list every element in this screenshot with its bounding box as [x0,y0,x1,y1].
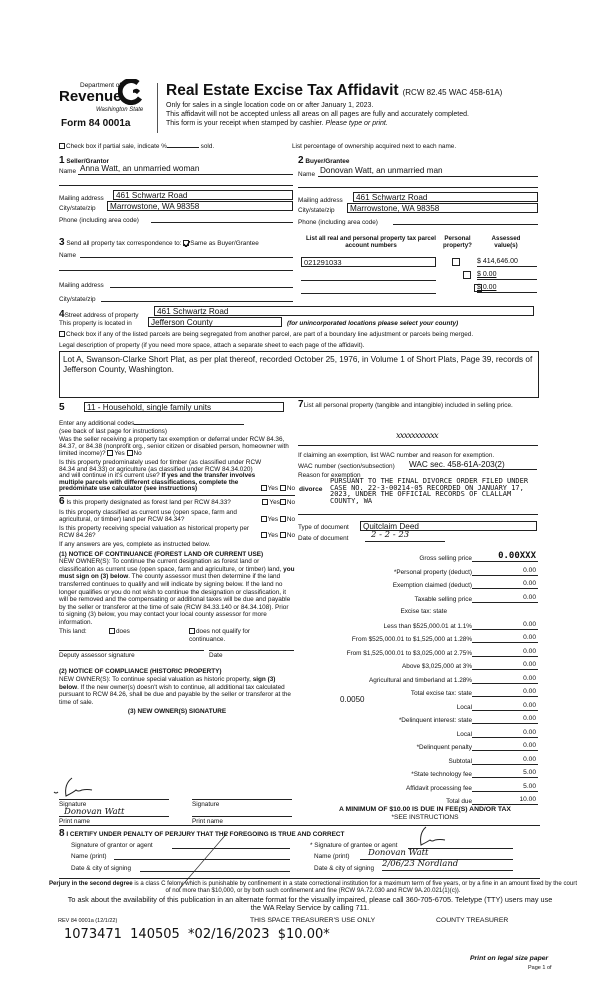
yes-label: Yes [114,450,125,458]
revenue-logo-icon [118,79,144,105]
use-code-select[interactable]: 11 - Household, single family units [84,402,284,412]
seller-mailing-field[interactable]: 461 Schwartz Road [113,190,293,200]
tax-row-label: *State technology fee [411,771,472,778]
yes-label: Yes [269,498,280,506]
dept-line: Department of [80,82,122,89]
tax-row-value[interactable]: 5.00 [523,769,536,776]
correspondence-city-field[interactable] [101,301,293,302]
tax-row-label: From $1,525,000.01 to $3,025,000 at 2.75% [346,649,472,657]
tax-row-underline [472,804,538,805]
buyer-name-underline [318,176,538,177]
yes-label: Yes [267,485,279,493]
no-checkbox-checked[interactable] [280,499,286,505]
reason-underline [298,514,538,515]
no-checkbox-checked[interactable] [280,516,286,522]
checkmark-icon [184,241,190,247]
parcel-number-field[interactable] [301,280,436,281]
perjury-notice [48,881,578,894]
notice-continuance-text: NEW OWNER(S): To continue the current designation as forest land or classification as current use (open space, farm and agriculture, or timber) land, [59,558,282,573]
reason-prefix: divorce [299,486,323,493]
notice-continuance-bold: you must sign on (3) below [59,565,295,581]
does-not-checkbox[interactable] [189,628,195,634]
street-address-field[interactable]: 461 Schwartz Road [154,306,534,316]
tax-row-label: Taxable selling price [414,595,472,603]
exemption-note: If claiming an exemption, list WAC number and reason for exemption. [298,452,495,459]
does-checkbox[interactable] [109,628,115,634]
seller-name-line-2[interactable] [59,185,293,186]
buyer-heading: Buyer/Grantee [305,158,350,165]
tax-row-value[interactable]: 0.00 [523,688,536,695]
tax-row-label: *Delinquent interest: state [398,717,472,724]
does-label: does [116,628,130,636]
located-in-label: This property is located in [59,320,132,327]
section-number: 1 [59,155,65,166]
this-land-label: This land: [59,628,87,636]
section-8-divider [59,825,540,826]
tax-row-underline [472,791,538,792]
new-owner-print-name-value[interactable]: Donovan Watt [64,806,125,817]
personal-property-underline [298,445,538,446]
document-date-label: Date of document [298,535,349,542]
section-number: 6 [59,495,65,507]
additional-codes-label: Enter any additional codes [59,420,135,427]
buyer-mailing-field[interactable]: 461 Schwartz Road [353,192,538,202]
see-instructions-note: *SEE INSTRUCTIONS [391,814,459,821]
tax-row-value[interactable]: 0.00 [523,755,536,763]
local-tax-rate: 0.0050 [340,695,365,704]
alternate-format-note: To ask about the availability of this publication in an alternate format for the visually impaired, please call 360-705-6705. Teletype (TTY) users may use the WA Relay Service by calling 711. [67,895,553,912]
header-line-3-italic: Please type or print. [325,120,388,127]
tax-row-value[interactable]: 0.00 [523,580,536,587]
partial-sale-row [59,143,214,150]
form-number: Form 84 0001a [61,118,131,129]
section-number: 4 [59,309,65,320]
tax-row-label: Above $3,025,000 at 3% [402,663,472,670]
grantor-date-city-label: Date & city of signing [71,865,132,872]
seller-name-field[interactable]: Anna Watt, an unmarried woman [80,164,200,173]
partial-sale-percent-field[interactable] [167,147,199,148]
tax-row-label: Excise tax: state [400,608,447,615]
tax-row-label: Local [456,730,472,738]
section-number: 8 [59,828,65,839]
tax-row-value[interactable]: 0.00 [523,593,536,601]
no-label: No [286,515,295,523]
does-not-label: does not qualify for continuance. [189,628,250,644]
form-title-ref: (RCW 82.45 WAC 458-61A) [402,88,503,97]
print-legal-note: Print on legal size paper [470,955,549,962]
additional-codes-field[interactable] [134,424,244,425]
tax-row-label: Affidavit processing fee [406,784,472,792]
assessed-value-col-header: Assessed value(s) [491,235,521,250]
tax-row-underline [472,656,538,657]
tax-row-label: Less than $525,000.01 at 1.1% [383,622,472,630]
street-address-label: Street address of property [64,312,139,319]
tax-row-value[interactable]: 0.00 [523,728,536,736]
reason-for-exemption-field[interactable]: PURSUANT TO THE FINAL DIVORCE ORDER FILED UNDER CASE NO. 22-3-00214-05 RECORDED ON JANUARY 17, 2023, UNDER THE OFFICIAL RECORDS OF CLALLAM COUNTY, WA [330,477,529,505]
no-label: No [133,450,142,458]
buyer-mailing-label: Mailing address [298,197,343,204]
segregated-label: Check box if any of the listed parcels are being segregated from another parcel, are part of a boundary line adjustment or parcels being merged. [66,331,474,338]
no-checkbox-checked[interactable] [127,450,133,456]
buyer-city-field[interactable]: Marrowstone, WA 98358 [347,203,538,213]
seller-name-underline [78,174,293,175]
document-type-select[interactable]: Quitclaim Deed [360,521,537,531]
wac-number-field[interactable]: WAC sec. 458-61A-203(2) [409,460,537,470]
tax-row-label: Gross selling price [419,555,472,562]
personal-property-col-header: Personal property? [443,235,472,250]
section-number: 5 [59,402,65,413]
tax-row-underline [472,642,538,643]
legal-description-label: Legal description of property (if you need more space, attach a separate sheet to each page of the affidavit). [59,342,365,349]
state-name: Washington State [96,107,144,113]
reason-label: Reason for exemption [298,472,361,479]
tax-row-underline [472,777,538,778]
tax-row-underline [472,696,538,697]
current-use-question: Is this property classified as current use (open space, farm and agricultural, or timber) land per RCW 84.34? [59,508,237,523]
header-line-1: Only for sales in a single location code on or after January 1, 2023. [166,102,374,109]
correspondence-city-label: City/state/zip [59,296,96,303]
timber-question: Is this property predominately used for timber (as classified under RCW 84.34 and 84.33) or agriculture (as classified under RCW 84.34.020) and will continue in it's current use? [59,458,262,480]
new-owner-signature-field[interactable]: Signature [59,799,169,808]
parcel-number-field[interactable]: 021291033 [301,257,436,267]
assessed-value-field[interactable]: $ 0.00 [477,284,537,293]
correspondence-label: Send all property tax correspondence to: [66,240,182,247]
tax-row-label: *Delinquent penalty [416,744,472,751]
new-owner-signature-field-2[interactable]: Signature [192,799,292,808]
deputy-assessor-signature-field[interactable]: Deputy assessor signature [59,650,204,660]
tax-row-underline [472,737,538,738]
historic-question: Is this property receiving special valuation as historical property per RCW 84.26? [59,524,250,539]
partial-sale-suffix: sold. [200,143,215,150]
yes-checkbox[interactable] [261,485,267,491]
timber-question-bold: If yes and the transfer involves multiple parcels with different classifications, complete the predominate use calculator (see instructions) [59,472,256,493]
buyer-name-field[interactable]: Donovan Watt, an unmarried man [320,166,443,175]
correspondence-mailing-field[interactable] [110,287,293,288]
header-line-3-text: This form is your receipt when stamped by cashier. [166,120,324,127]
footer-divider [59,878,540,879]
tax-row-value[interactable]: 10.00 [519,796,536,803]
county-note: (for unincorporated locations please select your county) [287,320,459,327]
buyer-phone-label: Phone (including area code) [298,219,378,226]
notice-compliance-bold: sign (3) below [59,676,276,691]
seller-heading: Seller/Grantor [66,158,109,165]
notice-compliance-title: (2) NOTICE OF COMPLIANCE (HISTORIC PROPERTY) [59,668,222,676]
partial-sale-checkbox[interactable] [59,143,65,149]
correspondence-name-field[interactable] [80,257,293,258]
header-line-2: This affidavit will not be accepted unless all areas on all pages are fully and accurately completed. [166,111,469,118]
tax-row-underline [472,683,538,684]
tax-row-underline [472,764,538,765]
no-label: No [286,498,295,506]
tax-row-underline [472,629,538,630]
form-title: Real Estate Excise Tax Affidavit [166,82,399,99]
tax-row-value[interactable]: 0.00 [523,620,536,628]
tax-row-value[interactable]: 0.00 [523,742,536,749]
see-back-note: (see back of last page for instructions) [59,427,167,435]
seller-phone-label: Phone (including area code) [59,217,139,224]
yes-label: Yes [267,515,279,523]
new-owner-print-name-field[interactable]: Print name [59,816,169,825]
tax-row-value[interactable]: 0.00 [523,674,536,682]
yes-checkbox[interactable] [262,499,268,505]
no-checkbox-checked[interactable] [280,532,286,538]
tax-row-value[interactable]: 0.00 [523,661,536,668]
seller-city-label: City/state/zip [59,205,96,212]
tax-row-value[interactable]: 0.00XXX [498,551,536,561]
tax-row-label: Subtotal [448,757,472,765]
grantee-name-field[interactable]: Donovan Watt [360,849,513,860]
section-number: 3 [59,237,65,248]
tax-row-value[interactable]: 0.00 [523,701,536,709]
tax-row-label: From $525,000.01 to $1,525,000 at 1.28% [351,636,472,643]
document-type-label: Type of document [298,524,349,531]
assessed-value-field[interactable]: $ 0.00 [477,271,537,280]
tax-row-label: Exemption claimed (deduct) [392,582,472,589]
parcel-col-header: List all real and personal property tax parcel account numbers [306,235,436,250]
certify-statement: I CERTIFY UNDER PENALTY OF PERJURY THAT THE FOREGOING IS TRUE AND CORRECT [66,831,345,838]
same-as-buyer-checkbox[interactable] [183,240,189,246]
seller-phone-field[interactable] [151,222,293,223]
tax-row-label: Total due [446,798,472,805]
seller-name-label: Name [59,168,77,175]
tax-row-underline [472,723,538,724]
yes-label: Yes [267,531,279,539]
personal-property-checkbox[interactable] [463,271,471,279]
notice-continuance-title: (1) NOTICE OF CONTINUANCE (FOREST LAND OR CURRENT USE) [59,550,264,558]
grantee-date-city-label: Date & city of signing [314,865,375,872]
segregated-checkbox[interactable] [59,331,65,337]
buyer-name-line-2[interactable] [298,187,538,188]
treasurer-use-label: THIS SPACE TREASURER'S USE ONLY [250,917,376,924]
grantee-signature-scribble [408,826,448,848]
correspondence-mailing-label: Mailing address [59,282,104,289]
notice-continuance-text-2: . The county assessor must then determine if the land transferred continues to qualify and will indicate by signing below. If the land no longer qualifies or you do not wish to continue the designation or classification, it will be removed and the compensating or additional taxes will be due and payable by the seller or transferor at the time of sale (RCW 84.33.140 or 84.34.108). Prior to signing (3) below, you may contact your local county assessor for more information. [59,573,291,626]
yes-checkbox[interactable] [107,450,113,456]
notice-compliance-text-2: . If the new owner(s) doesn't wish to continue, all additional tax calculated pursuant to RCW 84.26, shall be due and payable by the seller or transferor at the time of sale. [59,683,291,706]
perjury-bold: Perjury in the second degree [48,880,133,887]
header-divider [157,83,158,133]
tax-row-underline [472,750,538,751]
buyer-city-label: City/state/zip [298,207,335,214]
section-number: 7 [298,399,304,410]
grantee-signature-label: * Signature of grantee or agent [310,842,398,849]
perjury-text: is a class C felony which is punishable by confinement in a state correctional institution for a maximum term of five years, or by a fine in an amount fixed by the court of not more than $10,000, or by both such confinement and fine (RCW 9A.72.030 and RCW 9A.20.021(1)(c)). [134,880,578,894]
assessed-value-field[interactable]: $ 414,646.00 [477,258,537,267]
agency-name: Revenue [59,88,122,105]
yes-checkbox[interactable] [261,532,267,538]
section-number: 2 [298,155,304,166]
tax-row-value[interactable]: 0.00 [523,715,536,722]
tax-row-underline [472,575,538,576]
correspondence-name-line-2[interactable] [59,270,293,271]
no-label: No [286,531,295,539]
grantee-date-city-field[interactable]: 2/06/23 Nordland [382,860,513,871]
wac-label: WAC number (section/subsection) [298,463,395,470]
tax-row-label: Local [456,703,472,711]
county-select[interactable]: Jefferson County [148,317,282,327]
legal-description-field[interactable]: Lot A, Swanson-Clarke Short Plat, as per plat thereof, recorded October 25, 1976, in Volume 1 of Short Plats, Page 39, records of Jefferson County, Washington. [59,351,539,398]
tax-row-value[interactable]: 0.00 [523,566,536,574]
exemption-question: Was the seller receiving a property tax exemption or deferral under RCW 84.36, 84.37, or 84.38 (nonprofit org., senior citizen or disabled person, homeowner with limited income)? [59,436,289,458]
personal-property-field[interactable]: xxxxxxxxxxx [396,431,438,441]
personal-property-checkbox[interactable] [452,258,460,266]
buyer-phone-field[interactable] [393,224,538,225]
new-owner-print-name-field-2[interactable]: Print name [192,816,292,825]
new-owner-signature-scribble [50,776,95,801]
seller-city-field[interactable]: Marrowstone, WA 98358 [107,201,293,211]
tax-row-underline [472,602,538,603]
seller-mailing-label: Mailing address [59,195,104,202]
correspondence-name-label: Name [59,252,77,259]
partial-sale-label: Check box if partial sale, indicate % [66,143,167,150]
notice-compliance-text: NEW OWNER(S): To continue special valuation as historic property, [59,676,251,684]
tax-row-underline [472,710,538,711]
tax-row-underline [472,669,538,670]
minimum-due-note: A MINIMUM OF $10.00 IS DUE IN FEE(S) AND/OR TAX [339,806,511,813]
tax-row-label: *Personal property (deduct) [393,568,472,576]
new-owner-signature-title: (3) NEW OWNER(S) SIGNATURE [127,708,227,716]
ownership-note: List percentage of ownership acquired next to each name. [292,143,457,150]
tax-row-value[interactable]: 0.00 [523,634,536,641]
if-yes-note: If any answers are yes, complete as instructed below. [59,540,211,548]
tax-row-underline [472,588,538,589]
no-checkbox-checked[interactable] [280,485,286,491]
no-label: No [286,485,295,493]
county-treasurer-label: COUNTY TREASURER [436,917,509,924]
grantee-name-label: Name (print) [314,853,350,860]
yes-checkbox[interactable] [261,516,267,522]
personal-property-label: List all personal property (tangible and intangible) included in selling price. [303,402,513,409]
tax-row-value[interactable]: 0.00 [523,647,536,655]
assessor-date-field[interactable]: Date [209,650,294,660]
tax-row-value[interactable]: 5.00 [523,782,536,790]
page-number: Page 1 of [528,965,552,971]
buyer-name-label: Name [298,171,316,178]
same-as-buyer-label: Same as Buyer/Grantee [190,240,259,247]
grantor-signature-label: Signature of grantor or agent [71,842,153,849]
tax-row-label: Agricultural and timberland at 1.28% [368,676,472,684]
form-title-row [166,82,502,100]
parcel-number-field[interactable] [301,293,436,294]
revision-label: REV 84 0001a (12/1/22) [58,918,118,924]
header-line-3 [166,120,388,128]
grantor-name-label: Name (print) [71,853,107,860]
tax-row-label: Total excise tax: state [410,690,472,697]
cashier-receipt-stamp: 1073471 140505 *02/16/2023 $10.00* [64,927,330,942]
forest-land-question: Is this property designated as forest land per RCW 84.33? [66,498,231,506]
document-date-field[interactable]: 2 - 2 - 23 [365,531,445,542]
